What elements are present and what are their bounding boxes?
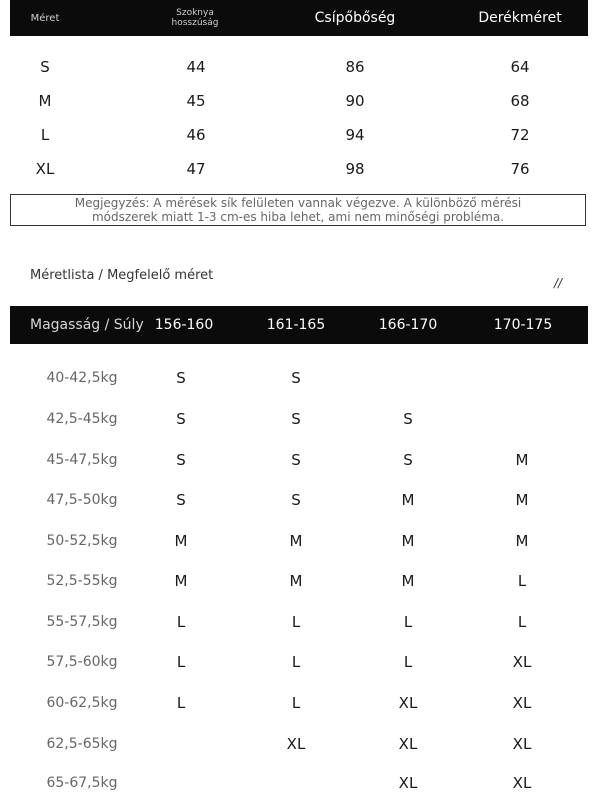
fit-size-cell: M (401, 491, 415, 509)
fit-size-cell: L (403, 653, 413, 671)
header-height: 161-165 (266, 317, 326, 333)
fit-row (10, 521, 588, 561)
length-cell: 44 (186, 58, 206, 76)
weight-range-cell: 40-42,5kg (46, 370, 118, 386)
weight-range-cell: 62,5-65kg (46, 736, 118, 752)
fit-size-cell: M (289, 572, 303, 590)
fit-size-cell: S (176, 491, 186, 509)
weight-range-cell: 60-62,5kg (46, 695, 118, 711)
fit-row (10, 399, 588, 439)
weight-range-cell: 42,5-45kg (46, 411, 118, 427)
fit-size-cell: XL (512, 774, 532, 792)
header-skirt-length-line2: hosszúság (171, 18, 219, 28)
header-skirt-length (150, 0, 240, 36)
size-row (10, 152, 588, 186)
hip-cell: 98 (345, 160, 365, 178)
fit-row (10, 561, 588, 601)
fit-size-cell: S (403, 410, 413, 428)
fit-row (10, 440, 588, 480)
fit-size-cell (472, 399, 572, 439)
size-table-header (10, 0, 588, 36)
decorative-mark: // (554, 276, 563, 290)
fit-size-cell: S (176, 410, 186, 428)
fit-row (10, 763, 588, 803)
fit-size-cell: M (515, 532, 529, 550)
fit-row (10, 724, 588, 764)
header-height: 166-170 (378, 317, 438, 333)
waist-cell: 68 (510, 92, 530, 110)
fit-size-cell: M (174, 572, 188, 590)
fit-size-cell: L (176, 653, 186, 671)
hip-cell: 90 (345, 92, 365, 110)
fit-size-cell: XL (398, 735, 418, 753)
fit-size-cell: M (515, 491, 529, 509)
header-height: 156-160 (154, 317, 214, 333)
weight-range-cell: 52,5-55kg (46, 573, 118, 589)
header-skirt-length-line1: Szoknya (176, 8, 214, 18)
weight-range-cell: 47,5-50kg (46, 492, 118, 508)
size-cell: L (40, 126, 50, 144)
weight-range-cell: 50-52,5kg (46, 533, 118, 549)
fit-size-cell: XL (512, 735, 532, 753)
fit-size-cell: S (291, 410, 301, 428)
fit-size-cell: L (403, 613, 413, 631)
fit-size-cell (131, 724, 231, 764)
header-size: Méret (30, 12, 60, 24)
fit-size-cell: XL (398, 694, 418, 712)
fit-size-cell: L (291, 694, 301, 712)
size-row (10, 84, 588, 118)
fit-size-cell: S (291, 451, 301, 469)
fit-size-cell: S (291, 491, 301, 509)
length-cell: 46 (186, 126, 206, 144)
note-line-2: módszerek miatt 1-3 cm-es hiba lehet, ami nem minőségi probléma. (91, 210, 505, 224)
fit-size-cell: M (515, 451, 529, 469)
fit-size-cell: L (291, 653, 301, 671)
measurement-note (10, 194, 586, 226)
waist-cell: 64 (510, 58, 530, 76)
fit-size-cell: XL (512, 694, 532, 712)
fit-size-cell (472, 358, 572, 398)
fit-size-cell: S (403, 451, 413, 469)
fit-row (10, 480, 588, 520)
size-row (10, 118, 588, 152)
waist-cell: 72 (510, 126, 530, 144)
hip-cell: 94 (345, 126, 365, 144)
waist-cell: 76 (510, 160, 530, 178)
header-height: 170-175 (493, 317, 553, 333)
fit-size-cell: S (291, 369, 301, 387)
length-cell: 45 (186, 92, 206, 110)
fit-size-cell: L (176, 694, 186, 712)
section-title: Méretlista / Megfelelő méret (30, 268, 214, 283)
fit-row (10, 602, 588, 642)
header-waist: Derékméret (478, 10, 562, 26)
fit-row (10, 358, 588, 398)
fit-size-cell (358, 358, 458, 398)
note-line-1: Megjegyzés: A mérések sík felületen vannak végezve. A különböző mérési (74, 196, 522, 210)
weight-range-cell: 65-67,5kg (46, 775, 118, 791)
fit-size-cell: M (174, 532, 188, 550)
length-cell: 47 (186, 160, 206, 178)
fit-size-cell: L (291, 613, 301, 631)
fit-size-cell: XL (286, 735, 306, 753)
weight-range-cell: 45-47,5kg (46, 452, 118, 468)
fit-size-cell: M (401, 532, 415, 550)
header-hip: Csípőbőség (314, 10, 396, 26)
size-cell: M (38, 92, 52, 110)
fit-table-header (10, 306, 588, 344)
fit-row (10, 683, 588, 723)
fit-size-cell: M (401, 572, 415, 590)
fit-size-cell: L (176, 613, 186, 631)
weight-range-cell: 55-57,5kg (46, 614, 118, 630)
fit-size-cell: L (517, 572, 527, 590)
fit-size-cell: L (517, 613, 527, 631)
fit-size-cell (131, 763, 231, 803)
header-height-weight: Magasság / Súly (30, 317, 144, 333)
hip-cell: 86 (345, 58, 365, 76)
size-row (10, 50, 588, 84)
fit-size-cell: S (176, 369, 186, 387)
weight-range-cell: 57,5-60kg (46, 654, 118, 670)
fit-size-cell: XL (398, 774, 418, 792)
fit-size-cell (246, 763, 346, 803)
fit-size-cell: M (289, 532, 303, 550)
fit-row (10, 642, 588, 682)
size-cell: S (40, 58, 50, 76)
size-cell: XL (35, 160, 55, 178)
fit-size-cell: S (176, 451, 186, 469)
fit-size-cell: XL (512, 653, 532, 671)
